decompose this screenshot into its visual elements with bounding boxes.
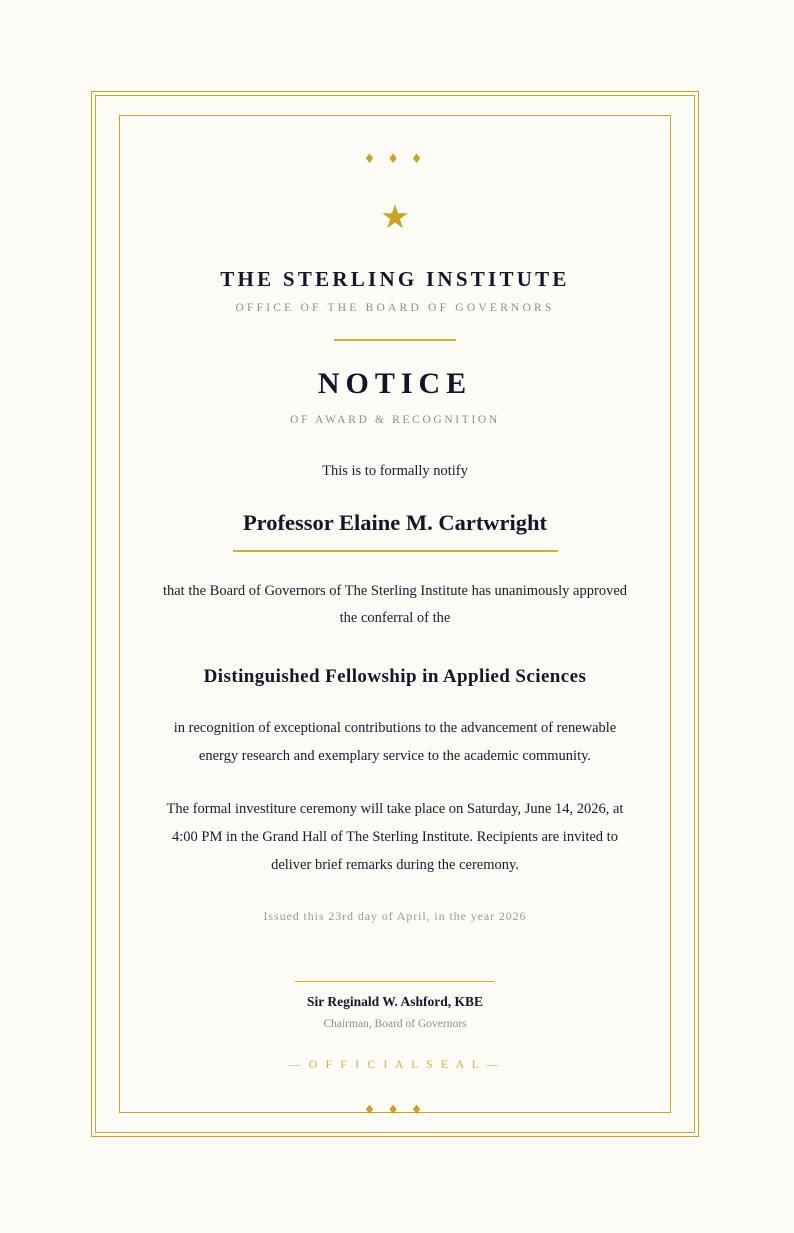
signature-block	[141, 981, 649, 1032]
ceremony-paragraph: The formal investiture ceremony will take place on Saturday, June 14, 2026, at 4:00 PM in the Grand Hall of The Sterling Institute. Recipients are invited to deliver brief remarks during the ceremony.	[166, 801, 624, 873]
bottom-diamond-ornament-icon: ♦ ♦ ♦	[363, 1102, 427, 1118]
top-diamond-ornament-icon: ♦ ♦ ♦	[363, 152, 427, 167]
intro-line: This is to formally notify	[322, 462, 468, 479]
signatory-name: Sir Reginald W. Ashford, KBE	[306, 994, 484, 1010]
recognition-paragraph: in recognition of exceptional contributions to the advancement of renewable energy research and exemplary service to the academic community.	[173, 720, 617, 764]
recipient-name: Professor Elaine M. Cartwright	[242, 510, 548, 536]
award-title: Distinguished Fellowship in Applied Sciences	[203, 665, 587, 687]
signature-rule	[295, 981, 495, 983]
masthead-divider	[334, 339, 456, 341]
conferral-paragraph: that the Board of Governors of The Sterling Institute has unanimously approved the conferral of the	[162, 582, 628, 627]
notice-content	[119, 115, 671, 1118]
star-icon: ★	[380, 197, 410, 236]
office-subtitle: OFFICE OF THE BOARD OF GOVERNORS	[235, 302, 555, 315]
page-title: NOTICE	[317, 366, 473, 400]
signatory-title: Chairman, Board of Governors	[323, 1017, 467, 1030]
institute-name: THE STERLING INSTITUTE	[220, 267, 570, 291]
official-seal-label: — O F F I C I A L S E A L —	[288, 1058, 501, 1071]
page-subtitle: OF AWARD & RECOGNITION	[290, 413, 500, 426]
recipient-name-underline	[233, 550, 558, 552]
issued-date-line: Issued this 23rd day of April, in the year 2026	[263, 909, 527, 924]
